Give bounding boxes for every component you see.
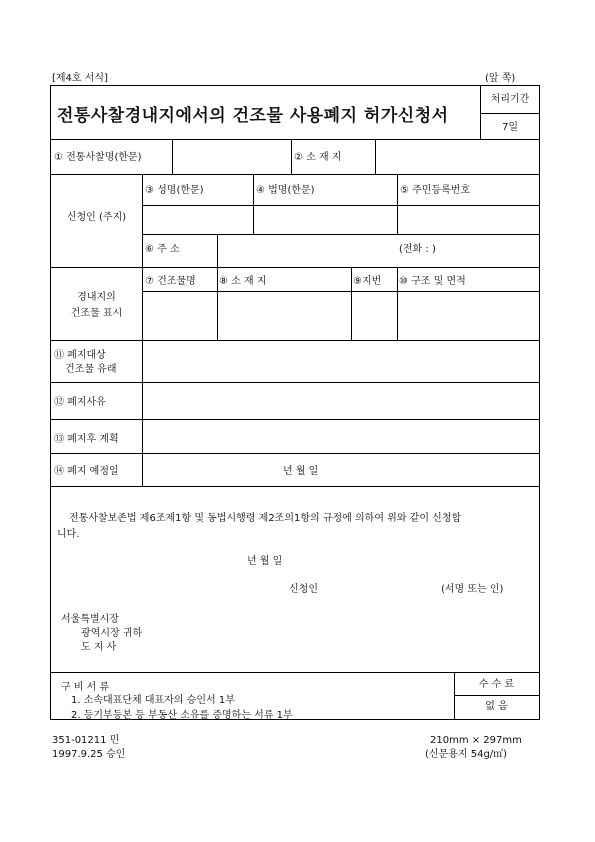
structure-area-field[interactable] xyxy=(398,292,539,340)
recipient-seoul: 서울특별시장 xyxy=(61,614,119,625)
declaration-text-1: 전통사찰보존법 제6조제1항 및 동법시행령 제2조의1항의 규정에 의하여 위와 같이 신청합 xyxy=(69,513,462,524)
phone-label: (전화 : ) xyxy=(399,244,436,255)
recipient-province: 도 지 사 xyxy=(81,642,117,653)
address-label: ⑥ 주 소 xyxy=(145,244,180,255)
applicant-label: 신청인 (주지) xyxy=(66,212,127,223)
application-form xyxy=(50,85,540,720)
temple-name-field[interactable] xyxy=(173,140,291,174)
building-location-field[interactable] xyxy=(218,292,351,340)
history-label-2: 건조물 유래 xyxy=(65,364,117,375)
declaration-date[interactable]: 년 월 일 xyxy=(247,556,283,567)
name-field[interactable] xyxy=(143,206,253,234)
scheduled-date-field[interactable]: 년 월 일 xyxy=(283,466,319,477)
paper-size: 210mm × 297mm xyxy=(430,735,522,746)
building-location-label: ⑧ 소 재 지 xyxy=(219,276,267,287)
form-code: 351-01211 민 xyxy=(52,735,120,746)
dharma-name-label: ④ 법명(한문) xyxy=(256,185,315,196)
building-name-field[interactable] xyxy=(143,292,217,340)
location-field[interactable] xyxy=(376,140,539,174)
processing-period-label: 처리기간 xyxy=(490,94,530,105)
building-name-label: ⑦ 건조물명 xyxy=(145,276,196,287)
side-label: (앞 쪽) xyxy=(485,73,516,84)
form-number: [제4호 서식] xyxy=(52,73,108,84)
name-label: ③ 성명(한문) xyxy=(145,185,204,196)
lot-number-label: ⑨지번 xyxy=(353,276,382,287)
lot-number-field[interactable] xyxy=(352,292,397,340)
signature-placeholder[interactable]: (서명 또는 인) xyxy=(441,584,504,595)
address-field[interactable] xyxy=(218,235,398,267)
location-label: ② 소 재 지 xyxy=(294,152,342,163)
document-item-1: 1. 소속대표단체 대표자의 승인서 1부 xyxy=(71,695,235,706)
processing-period-value: 7일 xyxy=(501,122,519,133)
history-label-1: ⑪ 폐지대상 xyxy=(54,350,106,361)
document-item-2: 2. 등기부등본 등 부동산 소유를 증명하는 서류 1부 xyxy=(71,710,293,721)
dharma-name-field[interactable] xyxy=(254,206,397,234)
scheduled-date-label: ⑭ 폐지 예정일 xyxy=(54,466,119,477)
plan-label: ⑬ 폐지후 계획 xyxy=(54,434,119,445)
recipient-metro: 광역시장 귀하 xyxy=(81,628,143,639)
building-label-1: 경내지의 xyxy=(77,292,116,303)
building-label-2: 건조물 표시 xyxy=(70,308,123,319)
fee-label: 수 수 료 xyxy=(478,679,515,690)
paper-type: (신문용지 54g/㎡) xyxy=(425,749,508,760)
applicant-sign-label: 신청인 xyxy=(289,584,318,595)
structure-area-label: ⑩ 구조 및 면적 xyxy=(399,276,466,287)
declaration-text-2: 니다. xyxy=(57,529,80,540)
reason-field[interactable] xyxy=(143,383,539,419)
form-title: 전통사찰경내지에서의 건조물 사용폐지 허가신청서 xyxy=(57,106,449,126)
resident-number-field[interactable] xyxy=(398,206,539,234)
temple-name-label: ① 전통사찰명(한문) xyxy=(54,152,142,163)
history-field[interactable] xyxy=(143,341,539,382)
reason-label: ⑫ 폐지사유 xyxy=(54,397,106,408)
documents-title: 구 비 서 류 xyxy=(61,682,110,693)
approval-date: 1997.9.25 승인 xyxy=(52,749,126,760)
plan-field[interactable] xyxy=(143,420,539,453)
resident-number-label: ⑤ 주민등록번호 xyxy=(400,185,471,196)
fee-value: 없 음 xyxy=(485,701,508,712)
